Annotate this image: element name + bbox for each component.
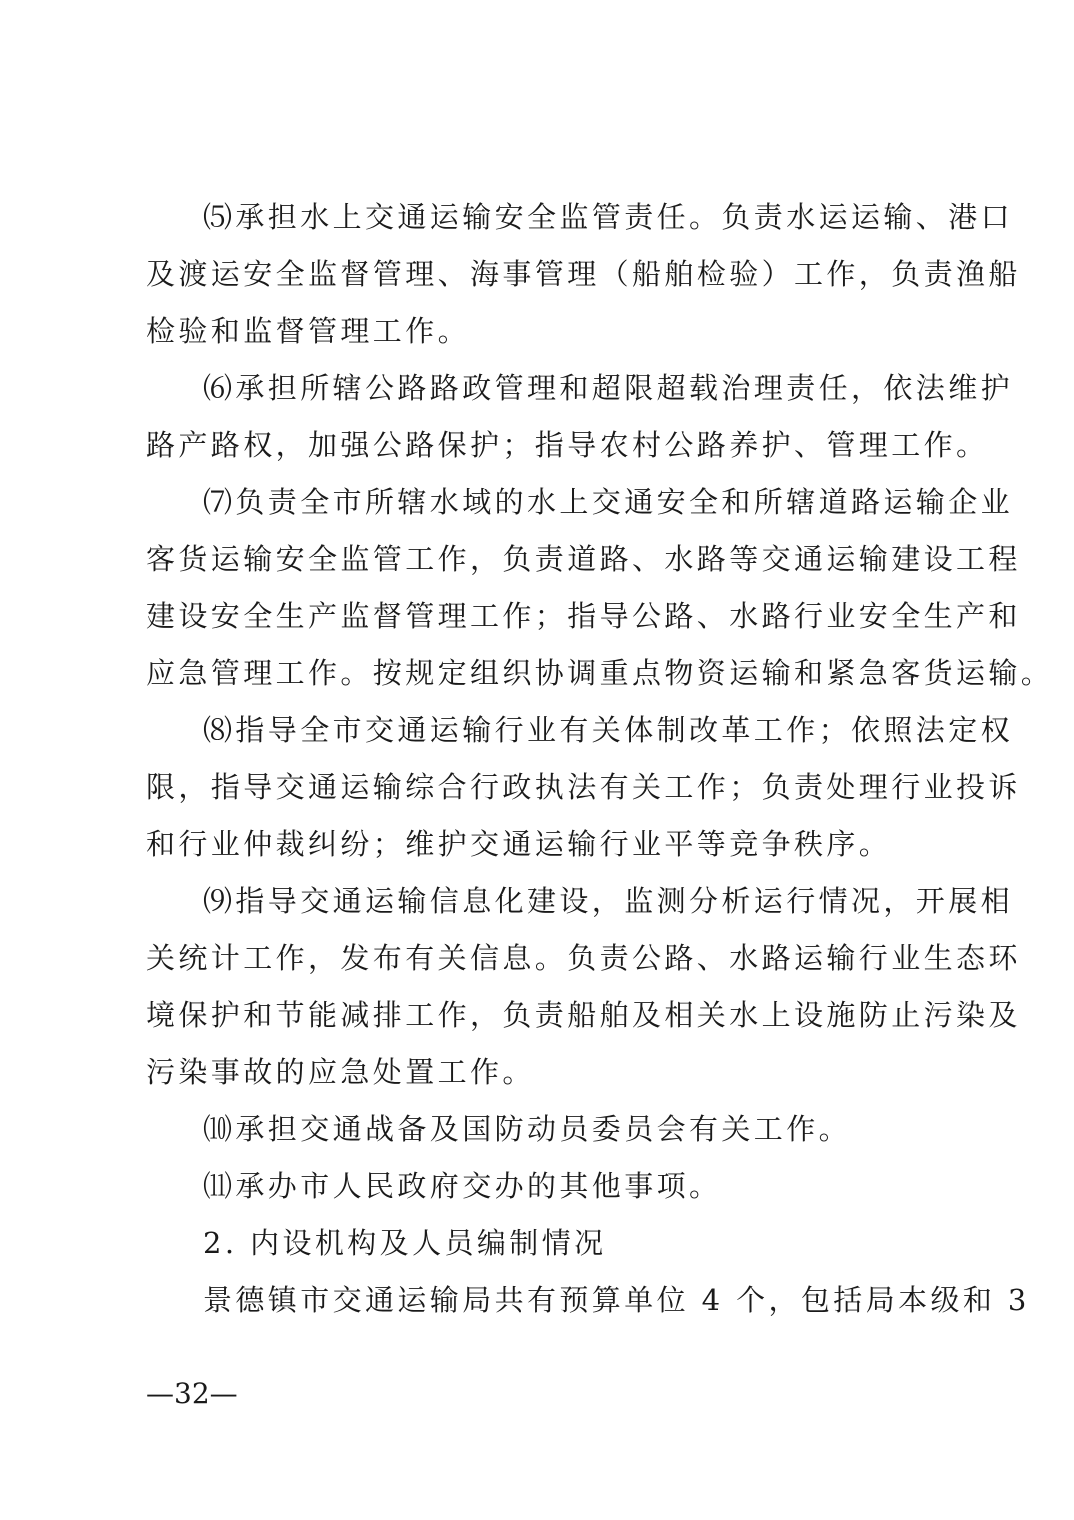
body-line-11: 限，指导交通运输综合行政执法有关工作；负责处理行业投诉 — [146, 770, 1021, 804]
page-number: —32— — [146, 1377, 238, 1410]
body-line-7: 客货运输安全监管工作，负责道路、水路等交通运输建设工程 — [146, 542, 1021, 576]
body-line-10: ⑻指导全市交通运输行业有关体制改革工作；依照法定权 — [203, 713, 1014, 747]
body-line-1: ⑸承担水上交通运输安全监管责任。负责水运运输、港口 — [203, 200, 1014, 234]
body-line-16: 污染事故的应急处置工作。 — [146, 1055, 535, 1089]
body-line-9: 应急管理工作。按规定组织协调重点物资运输和紧急客货运输。 — [146, 656, 1054, 690]
body-line-8: 建设安全生产监督管理工作；指导公路、水路行业安全生产和 — [146, 599, 1021, 633]
body-line-13: ⑼指导交通运输信息化建设，监测分析运行情况，开展相 — [203, 884, 1014, 918]
body-line-2: 及渡运安全监督管理、海事管理（船舶检验）工作，负责渔船 — [146, 257, 1021, 291]
body-line-4: ⑹承担所辖公路路政管理和超限超载治理责任，依法维护 — [203, 371, 1014, 405]
section-heading: 2. 内设机构及人员编制情况 — [203, 1226, 607, 1260]
body-line-6: ⑺负责全市所辖水域的水上交通安全和所辖道路运输企业 — [203, 485, 1014, 519]
body-line-20: 景德镇市交通运输局共有预算单位 4 个，包括局本级和 3 — [203, 1283, 1030, 1317]
body-line-3: 检验和监督管理工作。 — [146, 314, 471, 348]
body-line-18: ⑾承办市人民政府交办的其他事项。 — [203, 1169, 722, 1203]
body-line-15: 境保护和节能减排工作，负责船舶及相关水上设施防止污染及 — [146, 998, 1021, 1032]
body-line-14: 关统计工作，发布有关信息。负责公路、水路运输行业生态环 — [146, 941, 1021, 975]
body-line-17: ⑽承担交通战备及国防动员委员会有关工作。 — [203, 1112, 852, 1146]
body-line-5: 路产路权，加强公路保护；指导农村公路养护、管理工作。 — [146, 428, 989, 462]
body-line-12: 和行业仲裁纠纷；维护交通运输行业平等竞争秩序。 — [146, 827, 892, 861]
